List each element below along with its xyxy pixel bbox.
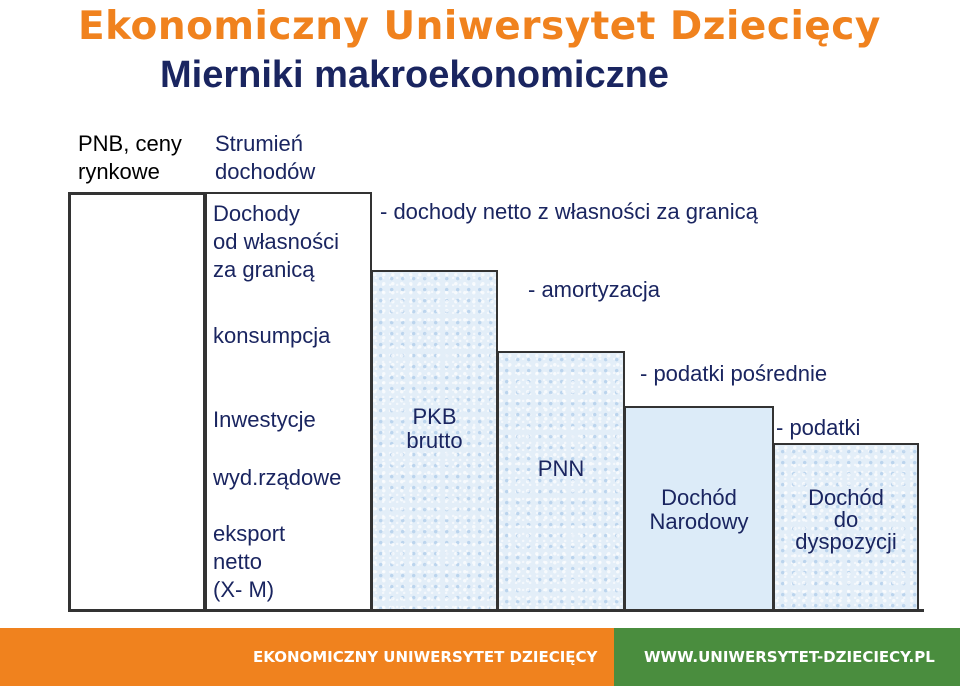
deduction-dochody-netto: - dochody netto z własności za granicą (380, 199, 758, 224)
strumien-header-line1: Strumień (215, 131, 304, 156)
pkb-line2: brutto (406, 428, 463, 453)
dochody-label (213, 200, 339, 284)
pnb-header-line2: rynkowe (78, 159, 160, 184)
pnb-header (78, 130, 182, 186)
baseline (68, 609, 924, 612)
dd-line2: do (833, 507, 859, 532)
deduction-podatki: - podatki (776, 415, 861, 440)
footer (0, 628, 960, 686)
pnn-label: PNN (537, 456, 585, 481)
dochod-narodowy-line1: Dochód (661, 485, 737, 510)
pnb-header-line1: PNB, ceny (78, 131, 182, 156)
subtitle: Mierniki makroekonomiczne (160, 54, 669, 96)
deduction-amortyzacja: - amortyzacja (528, 277, 661, 302)
footer-left-panel (0, 628, 614, 686)
pnb-box (68, 192, 206, 612)
footer-right-panel (614, 628, 960, 686)
dd-line3: dyspozycji (795, 529, 897, 554)
wyd-rzadowe-label: wyd.rządowe (213, 465, 342, 490)
footer-right-text: WWW.UNIWERSYTET-DZIECIECY.PL (644, 648, 935, 666)
eksport-line2: netto (213, 549, 262, 574)
pnn-box (497, 351, 625, 612)
title: Ekonomiczny Uniwersytet Dziecięcy (78, 4, 881, 49)
strumien-header (215, 130, 315, 186)
dochod-narodowy-label (624, 486, 774, 534)
konsumpcja-label: konsumpcja (213, 323, 331, 348)
deduction-podatki-posrednie: - podatki pośrednie (640, 361, 828, 386)
dochody-line3: za granicą (213, 257, 315, 282)
eksport-label (213, 520, 285, 604)
pkb-label (371, 405, 498, 453)
dd-line1: Dochód (808, 485, 884, 510)
dochod-narodowy-line2: Narodowy (649, 509, 749, 534)
dochody-line1: Dochody (213, 201, 300, 226)
eksport-line1: eksport (213, 521, 286, 546)
strumien-header-line2: dochodów (215, 159, 316, 184)
footer-left-text: EKONOMICZNY UNIWERSYTET DZIECIĘCY (253, 648, 598, 666)
dochod-do-dyspozycji-label (773, 487, 919, 553)
inwestycje-label: Inwestycje (213, 407, 316, 432)
dochody-line2: od własności (213, 229, 339, 254)
eksport-line3: (X- M) (213, 577, 275, 602)
pkb-line1: PKB (412, 404, 457, 429)
